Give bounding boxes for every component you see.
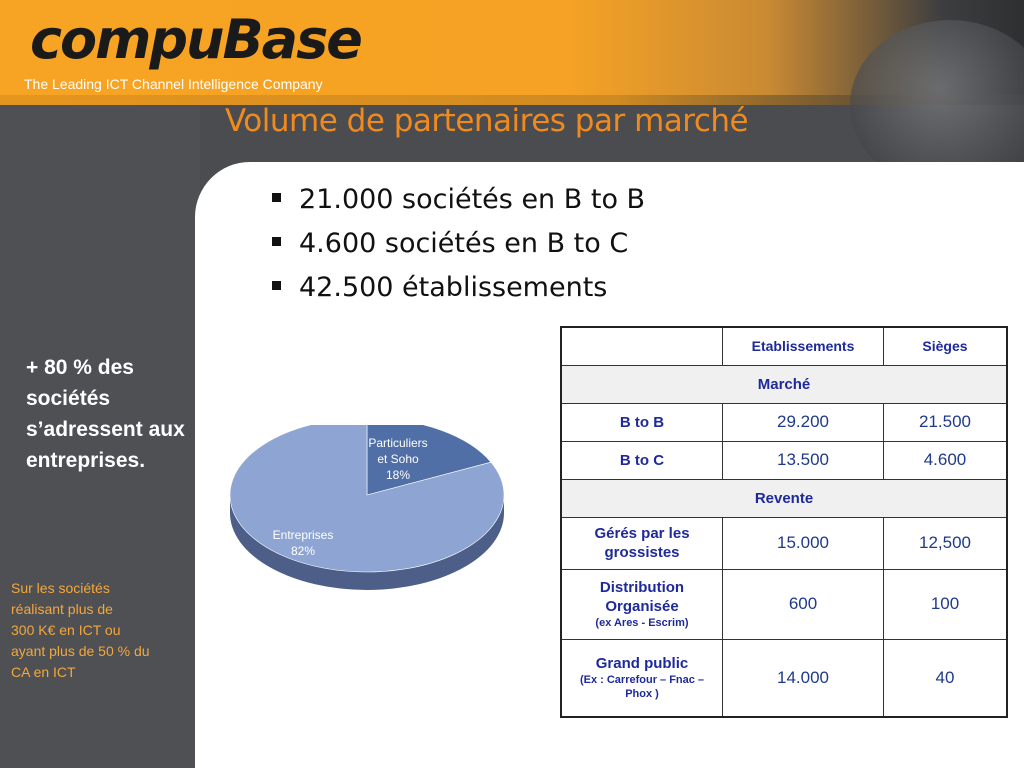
cell-etablissements: 29.200 — [723, 403, 884, 441]
cell-sieges: 21.500 — [884, 403, 1008, 441]
table-row — [561, 441, 1007, 479]
table-row — [561, 569, 1007, 639]
cell-sieges: 40 — [884, 639, 1008, 717]
section-row-revente — [561, 479, 1007, 517]
square-bullet-icon — [272, 237, 281, 246]
row-label: B to C — [561, 441, 723, 479]
header-cell-etablissements: Etablissements — [723, 327, 884, 365]
cell-etablissements: 600 — [723, 569, 884, 639]
header-cell-sieges: Sièges — [884, 327, 1008, 365]
section-title: Marché — [561, 365, 1007, 403]
table-row — [561, 639, 1007, 717]
cell-etablissements: 14.000 — [723, 639, 884, 717]
bullet-text: 42.500 établissements — [299, 272, 608, 303]
slice-label-line: Particuliers — [368, 436, 428, 450]
slice-percent: 82% — [290, 544, 316, 558]
section-title: Revente — [561, 479, 1007, 517]
sidebar-note — [11, 578, 196, 683]
row-label: Distribution Organisée — [599, 579, 685, 615]
slice-percent: 18% — [385, 468, 411, 482]
company-tagline: The Leading ICT Channel Intelligence Company — [24, 76, 323, 92]
pie-label-entreprises — [263, 527, 343, 559]
bullet-list — [272, 180, 645, 312]
cell-sieges: 4.600 — [884, 441, 1008, 479]
pie-chart — [215, 425, 525, 595]
pie-label-particuliers — [363, 435, 433, 483]
note-line: réalisant plus de — [11, 601, 113, 617]
cell-sieges: 100 — [884, 569, 1008, 639]
bullet-text: 4.600 sociétés en B to C — [299, 228, 629, 259]
note-line: CA en ICT — [11, 664, 76, 680]
slide-title: Volume de partenaires par marché — [225, 103, 749, 139]
note-line: Sur les sociétés — [11, 580, 110, 596]
bullet-text: 21.000 sociétés en B to B — [299, 184, 646, 215]
square-bullet-icon — [272, 193, 281, 202]
company-logo: compuBase — [30, 8, 361, 71]
row-sublabel: (Ex : Carrefour – Fnac – Phox ) — [579, 674, 705, 701]
row-sublabel: (ex Ares - Escrim) — [595, 617, 689, 629]
row-label: Grand public — [595, 655, 689, 673]
row-label-cell — [561, 639, 723, 717]
table-row — [561, 403, 1007, 441]
cell-sieges: 12,500 — [884, 517, 1008, 569]
slice-label-line: et Soho — [377, 452, 419, 466]
bullet-item — [272, 224, 645, 268]
bullet-item — [272, 180, 645, 224]
row-label: B to B — [561, 403, 723, 441]
cell-etablissements: 13.500 — [723, 441, 884, 479]
row-label: Gérés par les grossistes — [561, 517, 723, 569]
square-bullet-icon — [272, 281, 281, 290]
table-header-row — [561, 327, 1007, 365]
table-row — [561, 517, 1007, 569]
section-row-marche — [561, 365, 1007, 403]
note-line: ayant plus de 50 % du — [11, 643, 150, 659]
sidebar-claim: + 80 % des sociétés s’adressent aux entreprises. — [26, 356, 185, 472]
slice-label-line: Entreprises — [272, 528, 334, 542]
cell-etablissements: 15.000 — [723, 517, 884, 569]
row-label-cell — [561, 569, 723, 639]
partner-volume-table — [560, 326, 1008, 718]
note-line: 300 K€ en ICT ou — [11, 622, 121, 638]
bullet-item — [272, 268, 645, 312]
header-cell-empty — [561, 327, 723, 365]
